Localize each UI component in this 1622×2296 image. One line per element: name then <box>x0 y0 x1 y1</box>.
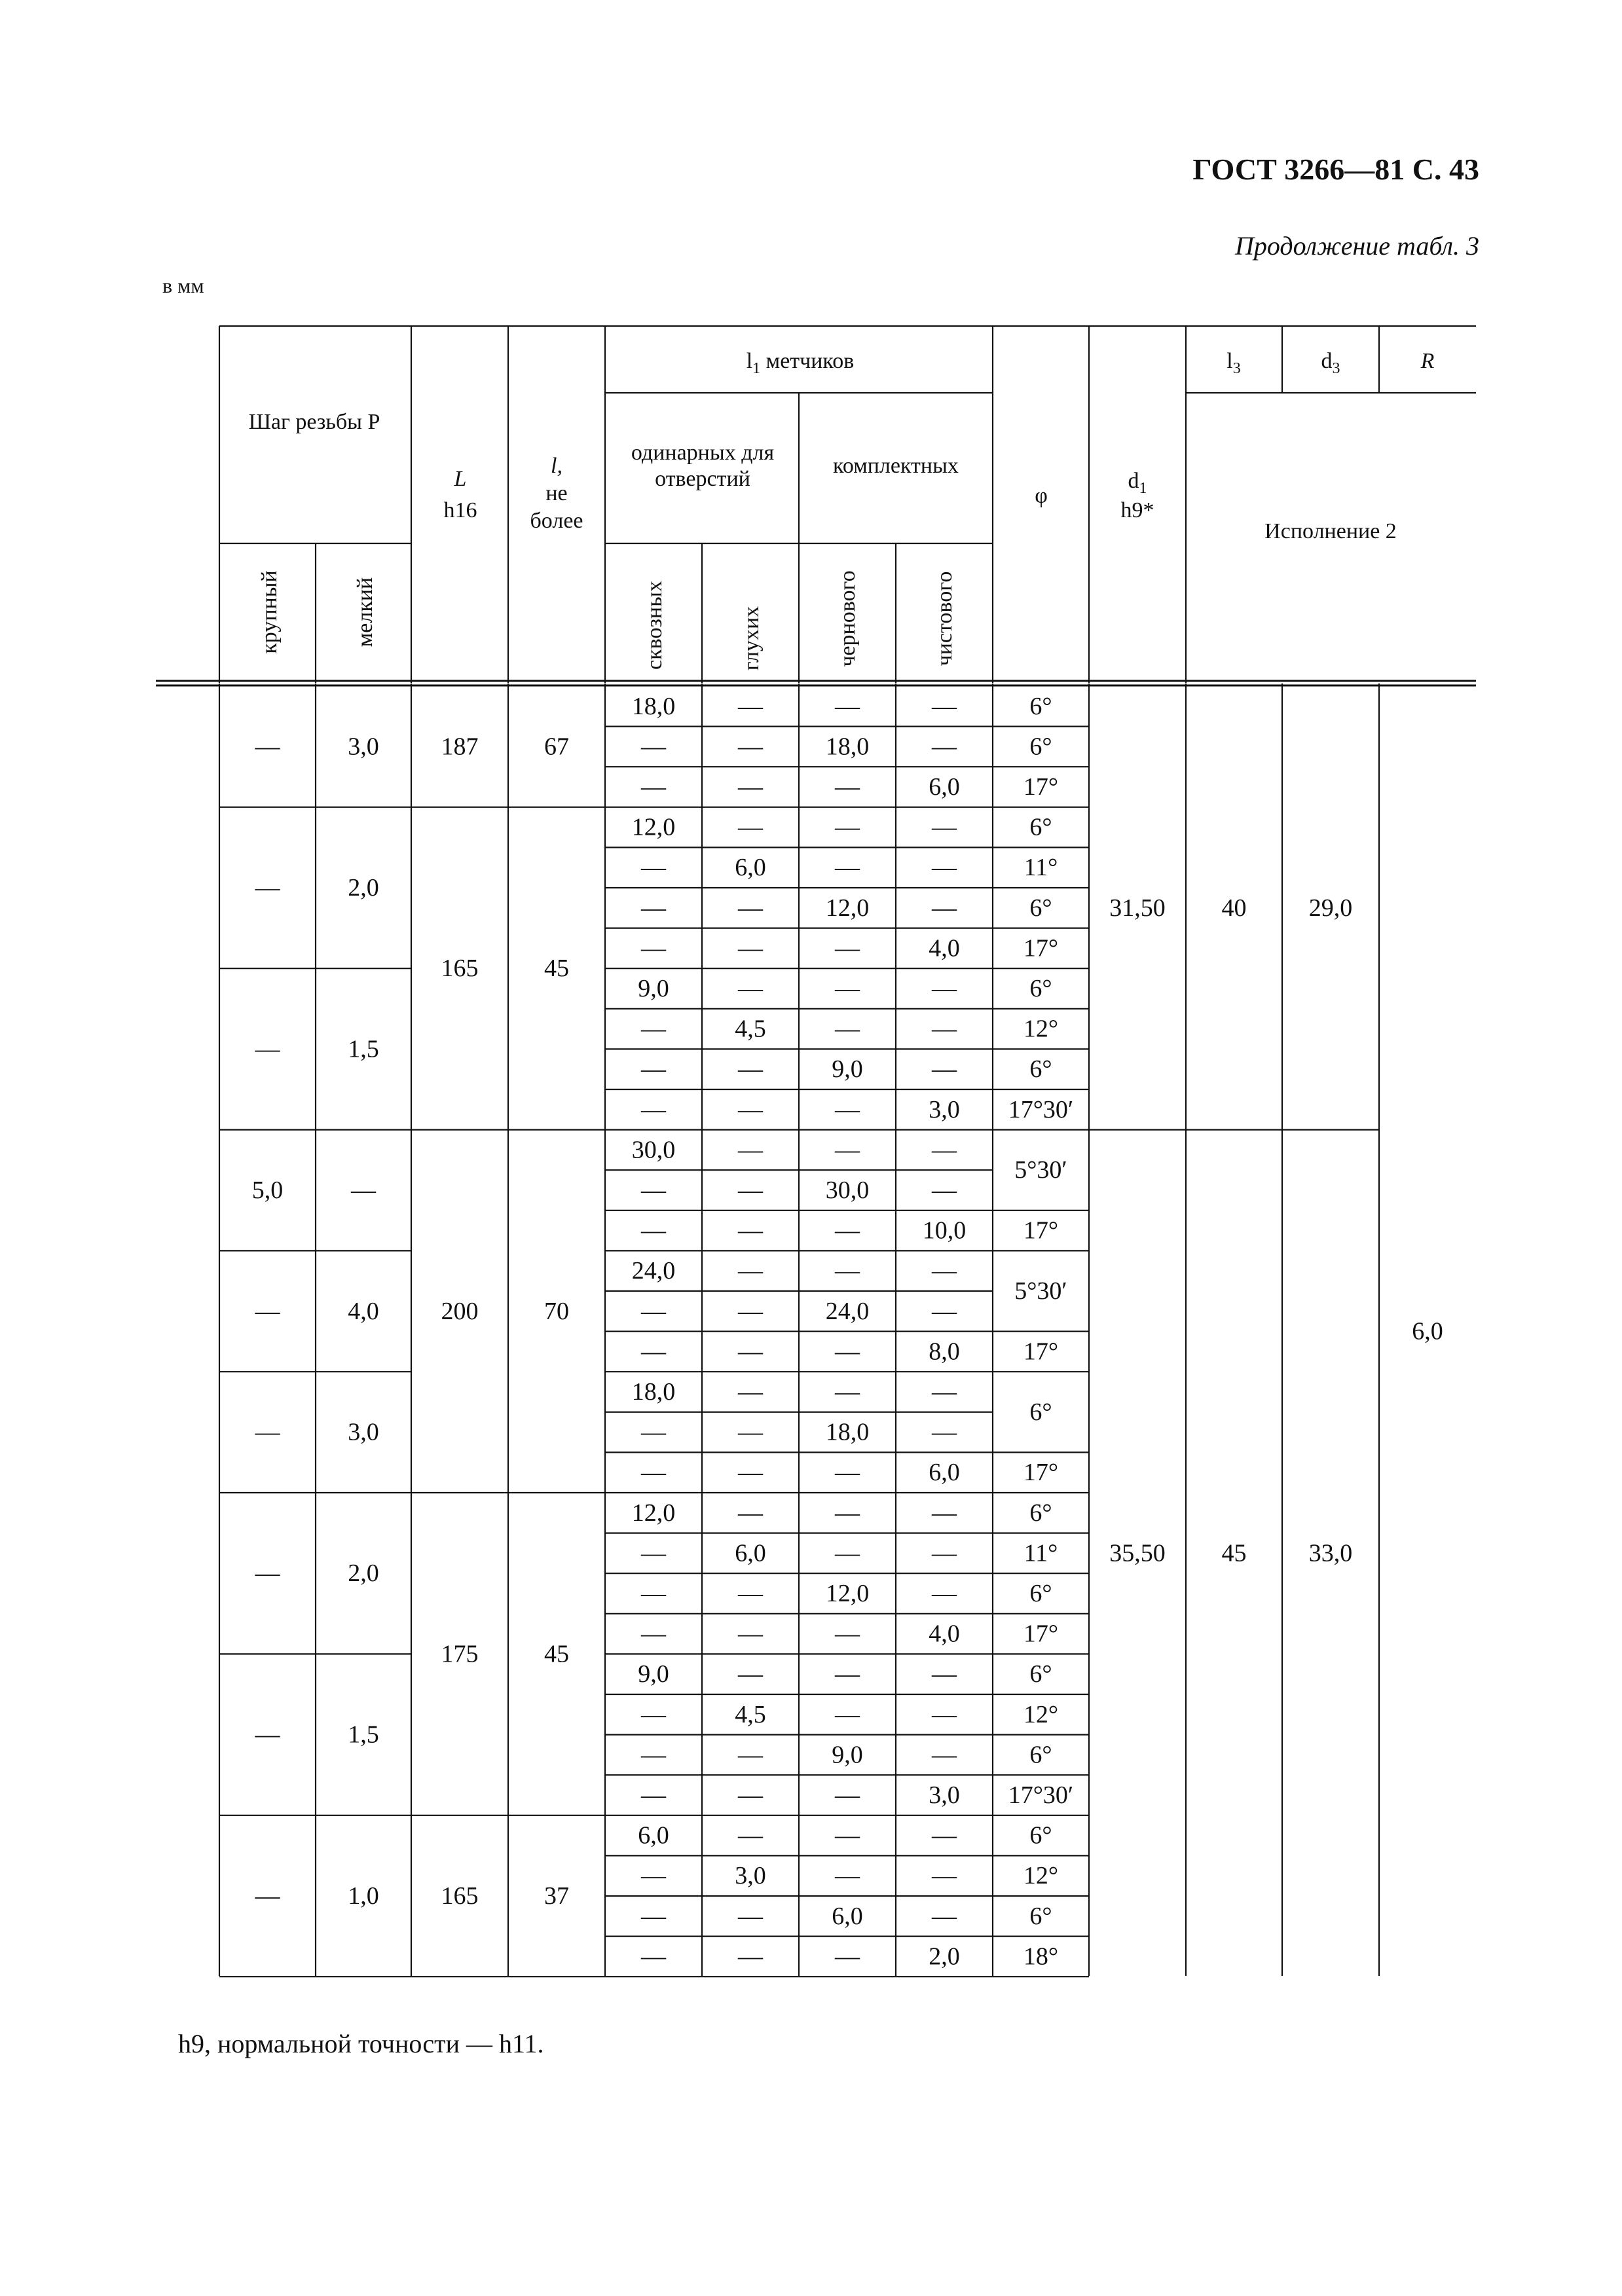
tap-length-cell: — <box>835 1862 860 1890</box>
pitch-fine-cell: 1,0 <box>348 1882 379 1910</box>
tap-length-cell: 30,0 <box>631 1136 676 1164</box>
tap-length-cell: — <box>932 1015 957 1043</box>
tap-length-cell: — <box>835 1539 860 1567</box>
pitch-coarse-cell: — <box>255 1035 280 1063</box>
tap-length-cell: — <box>641 1297 666 1325</box>
tap-length-cell: — <box>641 854 666 882</box>
total-length-cell: 165 <box>441 1882 479 1910</box>
tap-length-cell: — <box>738 1338 763 1366</box>
tap-length-cell: — <box>641 1539 666 1567</box>
length-l-cell: 45 <box>544 955 569 983</box>
pitch-fine-cell: 4,0 <box>348 1297 379 1325</box>
tap-length-cell: — <box>641 894 666 922</box>
tap-length-cell: — <box>641 1942 666 1971</box>
tap-length-cell: — <box>932 692 957 720</box>
tap-length-cell: 6,0 <box>929 1459 960 1487</box>
tap-length-cell: 18,0 <box>825 733 870 761</box>
header-d3: $d_3$ <box>1321 349 1340 377</box>
diameter-d1-cell: 35,50 <box>1109 1539 1166 1567</box>
header-complete: комплектных <box>833 454 959 478</box>
tap-length-cell: — <box>932 1378 957 1406</box>
tap-length-cell: — <box>932 813 957 841</box>
length-l-cell: 45 <box>544 1640 569 1668</box>
tap-length-cell: — <box>738 1781 763 1809</box>
tap-length-cell: — <box>641 1338 666 1366</box>
tap-length-cell: — <box>641 1700 666 1728</box>
tap-length-cell: 6,0 <box>735 1539 766 1567</box>
tap-length-cell: — <box>641 733 666 761</box>
tap-length-cell: — <box>641 1216 666 1245</box>
total-length-cell: 200 <box>441 1297 479 1325</box>
tap-length-cell: — <box>738 1095 763 1123</box>
angle-cell: 17°30′ <box>1008 1781 1074 1809</box>
tap-length-cell: — <box>835 1015 860 1043</box>
angle-cell: 17° <box>1023 1338 1059 1366</box>
angle-cell: 12° <box>1023 1700 1059 1728</box>
tap-length-cell: — <box>641 1781 666 1809</box>
tap-length-cell: — <box>738 692 763 720</box>
tap-length-cell: — <box>738 1459 763 1487</box>
tap-length-cell: — <box>738 975 763 1002</box>
pitch-coarse-cell: — <box>255 1882 280 1910</box>
pitch-coarse-cell: — <box>255 1418 280 1446</box>
tap-length-cell: 6,0 <box>735 854 766 882</box>
pitch-coarse-cell: — <box>255 874 280 902</box>
tap-length-cell: — <box>738 733 763 761</box>
tap-length-cell: 30,0 <box>825 1176 870 1204</box>
pitch-fine-cell: 2,0 <box>348 874 379 902</box>
header-through: сквозных <box>642 581 667 670</box>
angle-cell: 11° <box>1023 854 1058 882</box>
diameter-d3-cell: 29,0 <box>1308 894 1353 922</box>
pitch-fine-cell: 1,5 <box>348 1035 379 1063</box>
pitch-fine-cell: 1,5 <box>348 1721 379 1749</box>
header-execution: Исполнение 2 <box>1264 519 1397 543</box>
tap-length-cell: 6,0 <box>832 1902 863 1930</box>
tap-length-cell: 18,0 <box>631 692 676 720</box>
tap-length-cell: — <box>641 1620 666 1648</box>
tap-length-cell: — <box>932 1499 957 1527</box>
tap-length-cell: — <box>932 1176 957 1204</box>
tap-length-cell: — <box>835 1378 860 1406</box>
tap-length-cell: — <box>641 1418 666 1446</box>
tap-length-cell: — <box>641 1176 666 1204</box>
tap-length-cell: — <box>738 1741 763 1769</box>
header-l1-taps: $l_1$ метчиков <box>746 349 855 377</box>
angle-cell: 5°30′ <box>1014 1156 1067 1184</box>
tap-length-cell: — <box>835 773 860 801</box>
tap-length-cell: — <box>932 1297 957 1325</box>
angle-cell: 18° <box>1023 1942 1059 1971</box>
header-blind: глухих <box>739 606 764 671</box>
tap-length-cell: — <box>835 1821 860 1850</box>
tap-length-cell: — <box>738 1216 763 1245</box>
header-l3: $l_3$ <box>1226 349 1241 377</box>
tap-length-cell: — <box>835 1620 860 1648</box>
pitch-fine-cell: 2,0 <box>348 1559 379 1588</box>
tap-length-cell: — <box>835 1216 860 1245</box>
tap-length-cell: — <box>641 1862 666 1890</box>
tap-length-cell: — <box>835 1700 860 1728</box>
tap-length-cell: — <box>932 1055 957 1084</box>
tap-length-cell: — <box>641 1055 666 1084</box>
angle-cell: 12° <box>1023 1862 1059 1890</box>
total-length-cell: 165 <box>441 955 479 983</box>
tap-length-cell: 10,0 <box>922 1216 967 1245</box>
tap-length-cell: — <box>738 934 763 962</box>
angle-cell: 6° <box>1029 1741 1052 1769</box>
tap-length-cell: — <box>835 1136 860 1164</box>
length-l-cell: 37 <box>544 1882 569 1910</box>
tap-length-cell: — <box>932 1136 957 1164</box>
length-l-cell: 70 <box>544 1297 569 1325</box>
tap-length-cell: 3,0 <box>735 1862 766 1890</box>
tap-length-cell: 9,0 <box>638 975 669 1002</box>
tap-length-cell: — <box>932 1257 957 1285</box>
tap-length-cell: 6,0 <box>929 773 960 801</box>
tap-length-cell: — <box>932 1539 957 1567</box>
tap-length-cell: 9,0 <box>638 1660 669 1688</box>
tap-length-cell: — <box>738 1580 763 1607</box>
angle-cell: 6° <box>1029 1660 1052 1688</box>
tap-length-cell: — <box>932 854 957 882</box>
tap-length-cell: — <box>641 1902 666 1930</box>
header-single-holes: отверстий <box>655 467 750 491</box>
angle-cell: 6° <box>1029 1902 1052 1930</box>
angle-cell: 6° <box>1029 1055 1052 1084</box>
header-R: R <box>1420 349 1435 373</box>
angle-cell: 6° <box>1029 1580 1052 1607</box>
tap-length-cell: — <box>835 1095 860 1123</box>
tap-length-cell: 12,0 <box>631 1499 676 1527</box>
tap-length-cell: 24,0 <box>631 1257 676 1285</box>
header-L: L <box>454 467 467 491</box>
angle-cell: 17° <box>1023 1216 1059 1245</box>
tap-length-cell: 8,0 <box>929 1338 960 1366</box>
units-label: в мм <box>162 274 204 297</box>
tap-length-cell: 4,0 <box>929 934 960 962</box>
tap-length-cell: — <box>835 934 860 962</box>
table-continuation-label: Продолжение табл. 3 <box>1234 231 1479 261</box>
angle-cell: 6° <box>1029 1499 1052 1527</box>
tap-length-cell: 12,0 <box>631 813 676 841</box>
angle-cell: 6° <box>1029 894 1052 922</box>
angle-cell: 6° <box>1029 1398 1052 1426</box>
angle-cell: 5°30′ <box>1014 1277 1067 1305</box>
header-L-tolerance: h16 <box>443 498 477 522</box>
pitch-coarse-cell: — <box>255 1297 280 1325</box>
tap-length-cell: — <box>738 1297 763 1325</box>
tap-length-cell: — <box>932 1700 957 1728</box>
tap-length-cell: — <box>641 1580 666 1607</box>
header-fine: мелкий <box>353 577 377 647</box>
header-rough: чернового <box>836 570 860 667</box>
tap-length-cell: 9,0 <box>832 1741 863 1769</box>
tap-length-cell: — <box>835 1499 860 1527</box>
tap-length-cell: 4,5 <box>735 1015 766 1043</box>
header-d1-tolerance: h9* <box>1120 498 1154 522</box>
tap-length-cell: — <box>738 1902 763 1930</box>
radius-R-cell: 6,0 <box>1412 1317 1443 1345</box>
header-finish: чистового <box>932 571 957 666</box>
tap-length-cell: — <box>932 1821 957 1850</box>
tap-length-cell: — <box>738 773 763 801</box>
angle-cell: 6° <box>1029 733 1052 761</box>
tap-length-cell: 24,0 <box>825 1297 870 1325</box>
header-coarse: крупный <box>257 570 282 654</box>
total-length-cell: 175 <box>441 1640 479 1668</box>
tap-length-cell: — <box>932 975 957 1002</box>
tap-length-cell: — <box>641 1015 666 1043</box>
tap-length-cell: — <box>932 1660 957 1688</box>
angle-cell: 6° <box>1029 975 1052 1002</box>
page-header-title: ГОСТ 3266—81 С. 43 <box>1192 153 1479 186</box>
tap-length-cell: — <box>738 1620 763 1648</box>
tap-length-cell: — <box>738 1499 763 1527</box>
angle-cell: 17° <box>1023 1459 1059 1487</box>
tap-length-cell: — <box>932 1902 957 1930</box>
angle-cell: 17° <box>1023 773 1059 801</box>
tap-length-cell: — <box>835 1257 860 1285</box>
diameter-d1-cell: 31,50 <box>1109 894 1166 922</box>
tap-length-cell: — <box>738 1055 763 1084</box>
tap-length-cell: — <box>932 894 957 922</box>
header-phi: φ <box>1035 484 1048 508</box>
length-l3-cell: 40 <box>1221 894 1247 922</box>
header-thread-pitch: Шаг резьбы P <box>248 410 380 434</box>
angle-cell: 12° <box>1023 1015 1059 1043</box>
header-single: одинарных для <box>631 441 775 465</box>
header-d1: $d_1$ <box>1128 469 1147 497</box>
diameter-d3-cell: 33,0 <box>1308 1539 1353 1567</box>
length-l-cell: 67 <box>544 733 569 761</box>
tap-length-cell: — <box>641 773 666 801</box>
pitch-coarse-cell: — <box>255 733 280 761</box>
tap-length-cell: — <box>835 1338 860 1366</box>
tap-length-cell: — <box>738 1418 763 1446</box>
tap-length-cell: 9,0 <box>832 1055 863 1084</box>
tap-length-cell: — <box>738 1257 763 1285</box>
angle-cell: 17°30′ <box>1008 1095 1074 1123</box>
tap-length-cell: 2,0 <box>929 1942 960 1971</box>
tap-length-cell: — <box>738 1821 763 1850</box>
angle-cell: 6° <box>1029 1821 1052 1850</box>
tap-length-cell: — <box>835 1781 860 1809</box>
angle-cell: 6° <box>1029 692 1052 720</box>
tap-length-cell: — <box>835 1660 860 1688</box>
length-l3-cell: 45 <box>1221 1539 1247 1567</box>
tap-length-cell: — <box>738 1176 763 1204</box>
tap-length-cell: — <box>835 1942 860 1971</box>
pitch-coarse-cell: 5,0 <box>251 1176 284 1204</box>
tap-length-cell: — <box>738 1942 763 1971</box>
header-l-note-2: более <box>530 509 583 533</box>
angle-cell: 17° <box>1023 934 1059 962</box>
tap-length-cell: 12,0 <box>825 1580 870 1607</box>
tap-length-cell: 18,0 <box>631 1378 676 1406</box>
pitch-fine-cell: — <box>351 1176 376 1204</box>
tap-length-cell: 3,0 <box>929 1781 960 1809</box>
tap-length-cell: — <box>641 934 666 962</box>
tap-length-cell: — <box>932 733 957 761</box>
tap-length-cell: — <box>932 1862 957 1890</box>
angle-cell: 17° <box>1023 1620 1059 1648</box>
footnote: h9, нормальной точности — h11. <box>178 2029 544 2058</box>
tap-length-cell: — <box>738 1136 763 1164</box>
tap-length-cell: — <box>738 1660 763 1688</box>
angle-cell: 6° <box>1029 813 1052 841</box>
tap-length-cell: 12,0 <box>825 894 870 922</box>
tap-length-cell: 4,5 <box>735 1700 766 1728</box>
tap-length-cell: — <box>835 813 860 841</box>
tap-length-cell: — <box>835 975 860 1002</box>
header-l: l, <box>551 454 562 478</box>
tap-length-cell: — <box>738 1378 763 1406</box>
tap-length-cell: — <box>641 1095 666 1123</box>
tap-length-cell: — <box>641 1459 666 1487</box>
tap-length-cell: — <box>641 1741 666 1769</box>
tap-length-cell: 4,0 <box>929 1620 960 1648</box>
tap-length-cell: — <box>835 854 860 882</box>
pitch-fine-cell: 3,0 <box>348 733 379 761</box>
tap-length-cell: — <box>932 1580 957 1607</box>
tap-length-cell: — <box>738 894 763 922</box>
tap-length-cell: 6,0 <box>638 1821 669 1850</box>
angle-cell: 11° <box>1023 1539 1058 1567</box>
tap-length-cell: 18,0 <box>825 1418 870 1446</box>
tap-length-cell: — <box>835 1459 860 1487</box>
pitch-coarse-cell: — <box>255 1559 280 1588</box>
tap-length-cell: — <box>932 1741 957 1769</box>
tap-length-cell: 3,0 <box>929 1095 960 1123</box>
tap-length-cell: — <box>932 1418 957 1446</box>
pitch-fine-cell: 3,0 <box>348 1418 379 1446</box>
tap-length-cell: — <box>835 692 860 720</box>
pitch-coarse-cell: — <box>255 1721 280 1749</box>
header-l-note-1: не <box>545 481 568 505</box>
tap-length-cell: — <box>738 813 763 841</box>
total-length-cell: 187 <box>441 733 479 761</box>
